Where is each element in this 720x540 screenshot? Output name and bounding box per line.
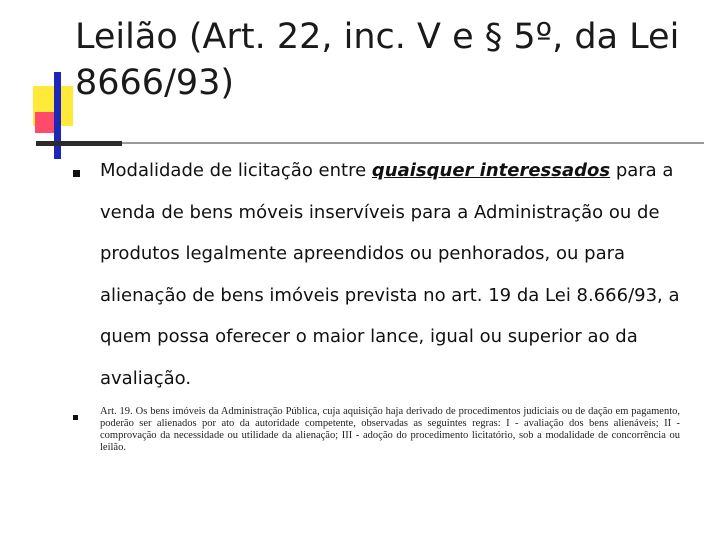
bullet-emphasis: quaisquer interessados	[371, 160, 611, 181]
slide-title: Leilão (Art. 22, inc. V e § 5º, da Lei 8666/93)	[75, 17, 680, 103]
bullet-footnote-text: Art. 19. Os bens imóveis da Administração Pública, cuja aquisição haja derivado de procedimentos judiciais ou de dação em pagamento, poderão ser alienados por ato da autoridade competente, observadas as seguintes regras: I - avaliação dos bens alienáveis; II - comprovação da necessidade ou utilidade da alienação; III - adoção do procedimento licitatório, sob a modalidade de concorrência ou leilão.	[100, 406, 680, 453]
bullet-square-icon	[73, 170, 80, 177]
title-divider-accent	[36, 141, 122, 146]
bullet-text-end: para a venda de bens móveis inservíveis para a Administração ou de produtos legalmente apreendidos ou penhorados, ou para alienação de bens imóveis prevista no art. 19 da Lei 8.666/93, a quem possa oferecer o maior lance, igual ou superior ao da avaliação.	[100, 160, 680, 389]
title-divider-line	[36, 142, 704, 144]
red-square-decoration	[35, 112, 56, 133]
bullet-text-start: Modalidade de licitação entre	[100, 160, 372, 181]
bullet-main-text	[100, 150, 700, 399]
bullet-square-icon	[73, 415, 78, 420]
